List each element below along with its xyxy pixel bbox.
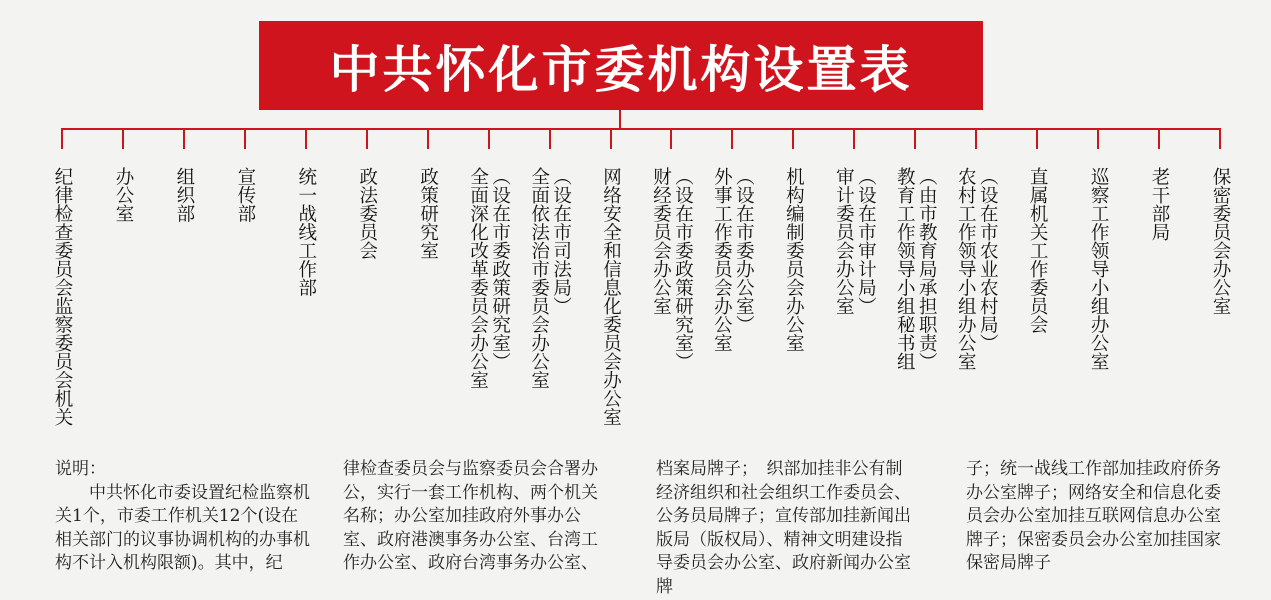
unit-labels bbox=[52, 167, 72, 426]
org-unit bbox=[1007, 129, 1067, 459]
unit-labels bbox=[601, 167, 621, 426]
unit-name: 宣传部 bbox=[234, 167, 256, 223]
unit-name: 巡察工作领导小组办公室 bbox=[1088, 167, 1110, 371]
org-unit bbox=[1190, 129, 1250, 459]
unit-name: 统一战线工作部 bbox=[295, 167, 317, 297]
unit-name: 财经委员会办公室 bbox=[650, 167, 672, 315]
org-unit bbox=[1129, 129, 1189, 459]
branch-tick bbox=[305, 129, 307, 149]
unit-labels bbox=[113, 167, 133, 223]
unit-labels bbox=[955, 167, 997, 371]
branch-tick bbox=[1158, 129, 1160, 149]
org-unit bbox=[93, 129, 153, 459]
unit-note: （设在市司法局） bbox=[550, 167, 572, 315]
unit-labels bbox=[1210, 167, 1230, 315]
unit-name: 教育工作领导小组秘书组 bbox=[894, 167, 916, 371]
unit-note: （由市教育局承担职责） bbox=[916, 167, 938, 371]
unit-name: 政策研究室 bbox=[417, 167, 439, 260]
branch-tick bbox=[122, 129, 124, 149]
branch-tick bbox=[731, 129, 733, 149]
notes-text: 子；统一战线工作部加挂政府侨务办公室牌子；网络安全和信息化委员会办公室加挂互联网信息办公室牌子；保密委员会办公室加挂国家保密局牌子 bbox=[966, 459, 1221, 573]
unit-labels bbox=[650, 167, 692, 371]
notes-column-3 bbox=[656, 458, 916, 599]
branch-tick bbox=[670, 129, 672, 149]
org-unit bbox=[154, 129, 214, 459]
title-banner bbox=[259, 21, 983, 110]
unit-labels bbox=[235, 167, 255, 223]
chart-title: 中共怀化市委机构设置表 bbox=[329, 40, 913, 99]
unit-labels bbox=[468, 167, 510, 389]
unit-labels bbox=[1088, 167, 1108, 371]
branch-tick bbox=[914, 129, 916, 149]
unit-note: （设在市农业农村局） bbox=[977, 167, 999, 352]
org-unit bbox=[824, 129, 884, 459]
unit-note: （设在市委办公室） bbox=[733, 167, 755, 334]
unit-name: 网络安全和信息化委员会办公室 bbox=[600, 167, 622, 426]
unit-name: 直属机关工作委员会 bbox=[1027, 167, 1049, 334]
unit-labels bbox=[296, 167, 316, 297]
unit-name: 老干部局 bbox=[1149, 167, 1171, 241]
org-unit bbox=[702, 129, 762, 459]
unit-name: 组织部 bbox=[173, 167, 195, 223]
unit-name: 全面深化改革委员会办公室 bbox=[467, 167, 489, 389]
unit-labels bbox=[894, 167, 936, 371]
org-unit bbox=[641, 129, 701, 459]
unit-labels bbox=[529, 167, 571, 389]
org-unit bbox=[215, 129, 275, 459]
branch-tick bbox=[549, 129, 551, 149]
org-unit bbox=[1068, 129, 1128, 459]
notes-text: 说明： 中共怀化市委设置纪检监察机关1个，市委工作机关12个(设在相关部门的议事协调机构的办事机构不计入机构限额)。其中，纪 bbox=[55, 459, 310, 573]
branch-tick bbox=[853, 129, 855, 149]
unit-note: （设在市委政策研究室） bbox=[489, 167, 511, 371]
title-connector bbox=[619, 110, 621, 129]
branch-tick bbox=[792, 129, 794, 149]
org-unit bbox=[337, 129, 397, 459]
branch-tick bbox=[1219, 129, 1221, 149]
branch-tick bbox=[183, 129, 185, 149]
org-unit bbox=[581, 129, 641, 459]
unit-name: 机构编制委员会办公室 bbox=[783, 167, 805, 352]
unit-labels bbox=[711, 167, 753, 352]
unit-name: 农村工作领导小组办公室 bbox=[955, 167, 977, 371]
unit-labels bbox=[1149, 167, 1169, 241]
org-unit bbox=[398, 129, 458, 459]
notes-column-1 bbox=[55, 458, 315, 576]
unit-labels bbox=[833, 167, 875, 315]
unit-labels bbox=[357, 167, 377, 260]
notes-text: 档案局牌子； 织部加挂非公有制经济组织和社会组织工作委员会、公务员局牌子；宣传部加挂新闻出版局（版权局）、精神文明建设指导委员会办公室、政府新闻办公室牌 bbox=[656, 459, 911, 597]
branch-tick bbox=[61, 129, 63, 149]
notes-section bbox=[0, 458, 1271, 600]
notes-text: 律检查委员会与监察委员会合署办公，实行一套工作机构、两个机关名称；办公室加挂政府外事办公室、政府港澳事务办公室、台湾工作办公室、政府台湾事务办公室、 bbox=[343, 459, 598, 573]
org-unit bbox=[763, 129, 823, 459]
notes-column-4 bbox=[966, 458, 1226, 576]
org-unit bbox=[459, 129, 519, 459]
org-unit bbox=[520, 129, 580, 459]
unit-note: （设在市审计局） bbox=[855, 167, 877, 315]
unit-name: 外事工作委员会办公室 bbox=[711, 167, 733, 352]
branch-tick bbox=[366, 129, 368, 149]
branch-tick bbox=[975, 129, 977, 149]
unit-name: 政法委员会 bbox=[356, 167, 378, 260]
branch-tick bbox=[488, 129, 490, 149]
unit-name: 纪律检查委员会监察委员会机关 bbox=[52, 167, 73, 426]
unit-name: 审计委员会办公室 bbox=[833, 167, 855, 315]
unit-labels bbox=[418, 167, 438, 260]
unit-labels bbox=[783, 167, 803, 352]
unit-note: （设在市委政策研究室） bbox=[672, 167, 694, 371]
org-unit bbox=[276, 129, 336, 459]
branch-tick bbox=[610, 129, 612, 149]
org-unit bbox=[32, 129, 92, 459]
org-unit bbox=[885, 129, 945, 459]
branch-tick bbox=[1097, 129, 1099, 149]
branch-tick bbox=[1036, 129, 1038, 149]
unit-labels bbox=[174, 167, 194, 223]
branch-tick bbox=[244, 129, 246, 149]
org-unit bbox=[946, 129, 1006, 459]
unit-name: 全面依法治市委员会办公室 bbox=[528, 167, 550, 389]
unit-name: 办公室 bbox=[112, 167, 134, 223]
branch-tick bbox=[427, 129, 429, 149]
notes-column-2 bbox=[343, 458, 603, 576]
unit-name: 保密委员会办公室 bbox=[1210, 167, 1231, 315]
unit-labels bbox=[1027, 167, 1047, 334]
